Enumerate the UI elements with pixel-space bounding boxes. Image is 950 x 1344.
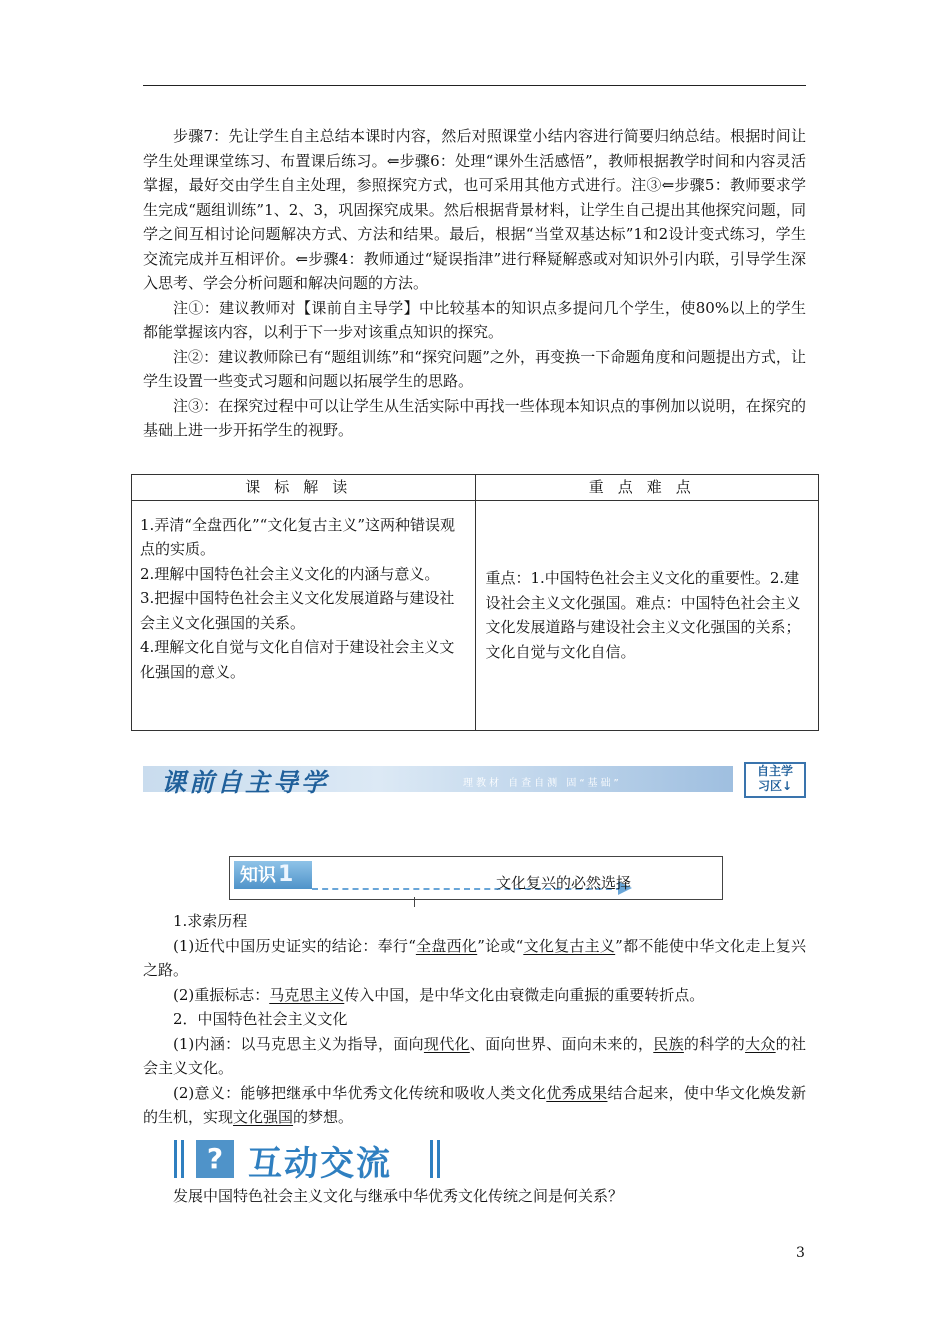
knowledge-box	[229, 856, 723, 900]
header-bar	[437, 1140, 440, 1178]
header-bar	[430, 1140, 433, 1178]
badge-line-1: 自主学	[756, 764, 793, 778]
steps-paragraph: 步骤7：先让学生自主总结本课时内容，然后对照课堂小结内容进行简要归纳总结。根据时间让学生处理课堂练习、布置课后练习。⇐步骤6：处理“课外生活感悟”，教师根据教学时间和内容灵活掌握，最好交由学生自主处理，参照探究方式，也可采用其他方式进行。注③⇐步骤5：教师要求学生完成“题组训练”1、2、3，巩固探究成果。然后根据背景材料，让学生自己提出其他探究问题，同学之间互相讨论问题解决方式、方法和结果。最后，根据“当堂双基达标”1和2设计变式练习，学生交流完成并互相评价。⇐步骤4：教师通过“疑误指津”进行释疑解惑或对知识外引内联，引导学生深入思考、学会分析问题和解决问题的方法。	[143, 127, 806, 292]
answer-blank: 文化强国	[233, 1108, 294, 1126]
standard-item: 2.理解中国特色社会主义文化的内涵与意义。	[140, 564, 440, 583]
question-text: 发展中国特色社会主义文化与继承中华优秀文化传统之间是何关系？	[173, 1187, 624, 1205]
keypoints-text: 重点：1.中国特色社会主义文化的重要性。2.建设社会主义文化强国。难点：中国特色社会主义文化发展道路与建设社会主义文化强国的关系；文化自觉与文化自信。	[485, 569, 801, 661]
content-paragraph-1: (1)近代中国历史证实的结论：奉行“全盘西化”论或“文化复古主义”都不能使中华文化走上复兴之路。	[143, 936, 806, 979]
standards-cell	[132, 500, 476, 730]
badge-line-2: 习区↓	[757, 779, 793, 793]
answer-blank: 民族	[653, 1034, 684, 1053]
knowledge-tag-number: 1	[278, 862, 294, 887]
standard-item: 1.弄清“全盘西化”“文化复古主义”这两种错误观点的实质。	[140, 515, 455, 558]
table-header-keypoints: 重点难点	[475, 475, 819, 501]
curriculum-table	[131, 474, 819, 731]
answer-blank: 全盘西化	[415, 936, 478, 955]
content-heading-1: 1.求索历程	[173, 912, 248, 930]
keypoints-cell	[475, 500, 819, 730]
header-bar	[174, 1140, 177, 1178]
standard-item: 3.把握中国特色社会主义文化发展道路与建设社会主义文化强国的关系。	[140, 589, 455, 632]
knowledge-tag-label: 知识	[240, 865, 276, 886]
knowledge-tag	[234, 861, 312, 889]
content-paragraph-4: (2)意义：能够把继承中华优秀文化传统和吸收人类文化优秀成果结合起来，使中华文化焕发新的生机，实现文化强国的梦想。	[143, 1083, 806, 1126]
answer-blank: 现代化	[423, 1034, 470, 1053]
knowledge-content	[143, 909, 806, 1130]
note-3: 注③：在探究过程中可以让学生从生活实际中再找一些体现本知识点的事例加以说明，在探究的基础上进一步开拓学生的视野。	[143, 396, 806, 439]
interaction-question	[143, 1184, 806, 1209]
note-2: 注②：建议教师除已有“题组训练”和“探究问题”之外，再变换一下命题角度和问题提出方式，让学生设置一些变式习题和问题以拓展学生的思路。	[143, 347, 806, 390]
answer-blank: 优秀成果	[546, 1083, 608, 1102]
answer-blank: 大众	[745, 1034, 776, 1053]
teaching-steps	[143, 124, 806, 443]
page-number: 3	[796, 1245, 805, 1261]
content-heading-2: 2．中国特色社会主义文化	[173, 1010, 348, 1028]
answer-blank: 马克思主义	[269, 985, 345, 1004]
section-banner	[143, 762, 806, 796]
self-study-badge	[744, 762, 806, 798]
standard-item: 4.理解文化自觉与文化自信对于建设社会主义文化强国的意义。	[140, 638, 455, 681]
note-1: 注①：建议教师对【课前自主导学】中比较基本的知识点多提问几个学生，使80%以上的学生都能掌握该内容，以利于下一步对该重点知识的探究。	[143, 298, 806, 341]
answer-blank: 文化复古主义	[523, 936, 616, 955]
banner-title: 课前自主导学	[161, 768, 330, 797]
content-paragraph-3: (1)内涵：以马克思主义为指导，面向现代化、面向世界、面向未来的，民族的科学的大众的社会主义文化。	[143, 1034, 806, 1077]
header-rule	[143, 85, 806, 86]
box-tick	[414, 897, 415, 907]
header-bar	[181, 1140, 184, 1178]
content-paragraph-2: (2)重振标志：马克思主义传入中国，是中华文化由衰微走向重振的重要转折点。	[173, 985, 705, 1004]
question-icon: ?	[196, 1140, 234, 1178]
table-header-standards: 课标解读	[132, 475, 476, 501]
knowledge-title: 文化复兴的必然选择	[496, 874, 632, 892]
banner-subtitle: 理教材 自查自测 固“基础”	[463, 778, 622, 789]
interaction-title: 互动交流	[248, 1144, 392, 1184]
interaction-header	[170, 1138, 450, 1182]
